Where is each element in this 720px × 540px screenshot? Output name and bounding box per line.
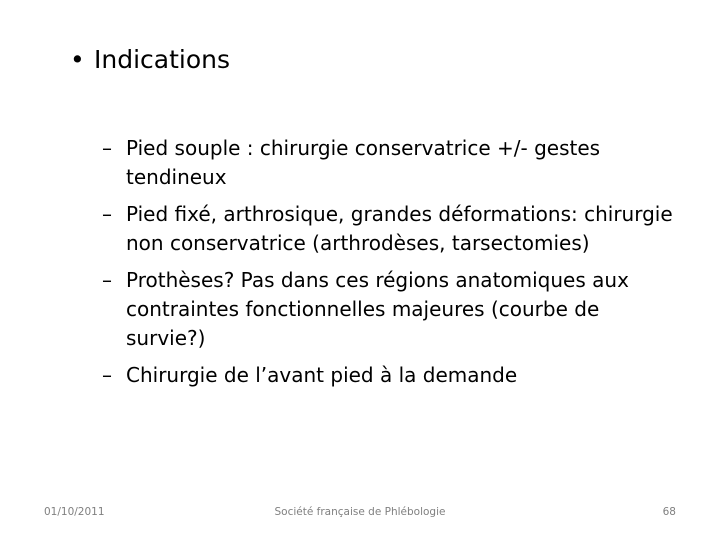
sub-bullet-1 [102,134,682,192]
slide-heading: Indications [94,45,231,74]
sub-bullet-list [102,134,682,398]
dash-icon: – [102,136,112,160]
dash-icon: – [102,363,112,387]
sub-bullet-text: Pied souple : chirurgie conservatrice +/- gestes tendineux [126,136,601,189]
sub-bullet-text: Pied fixé, arthrosique, grandes déformations: chirurgie non conservatrice (arthrodèses, tarsectomies) [126,202,673,255]
bullet-icon: • [70,45,85,74]
sub-bullet-2 [102,200,682,258]
sub-bullet-3 [102,266,682,353]
footer-organization: Société française de Phlébologie [274,506,446,518]
footer-page-number: 68 [662,506,676,518]
dash-icon: – [102,268,112,292]
sub-bullet-text: Prothèses? Pas dans ces régions anatomiques aux contraintes fonctionnelles majeures (courbe de survie?) [126,268,629,350]
bullet-indications [70,44,230,76]
sub-bullet-text: Chirurgie de l’avant pied à la demande [126,363,518,387]
footer-date: 01/10/2011 [44,506,105,518]
dash-icon: – [102,202,112,226]
sub-bullet-4 [102,361,682,390]
